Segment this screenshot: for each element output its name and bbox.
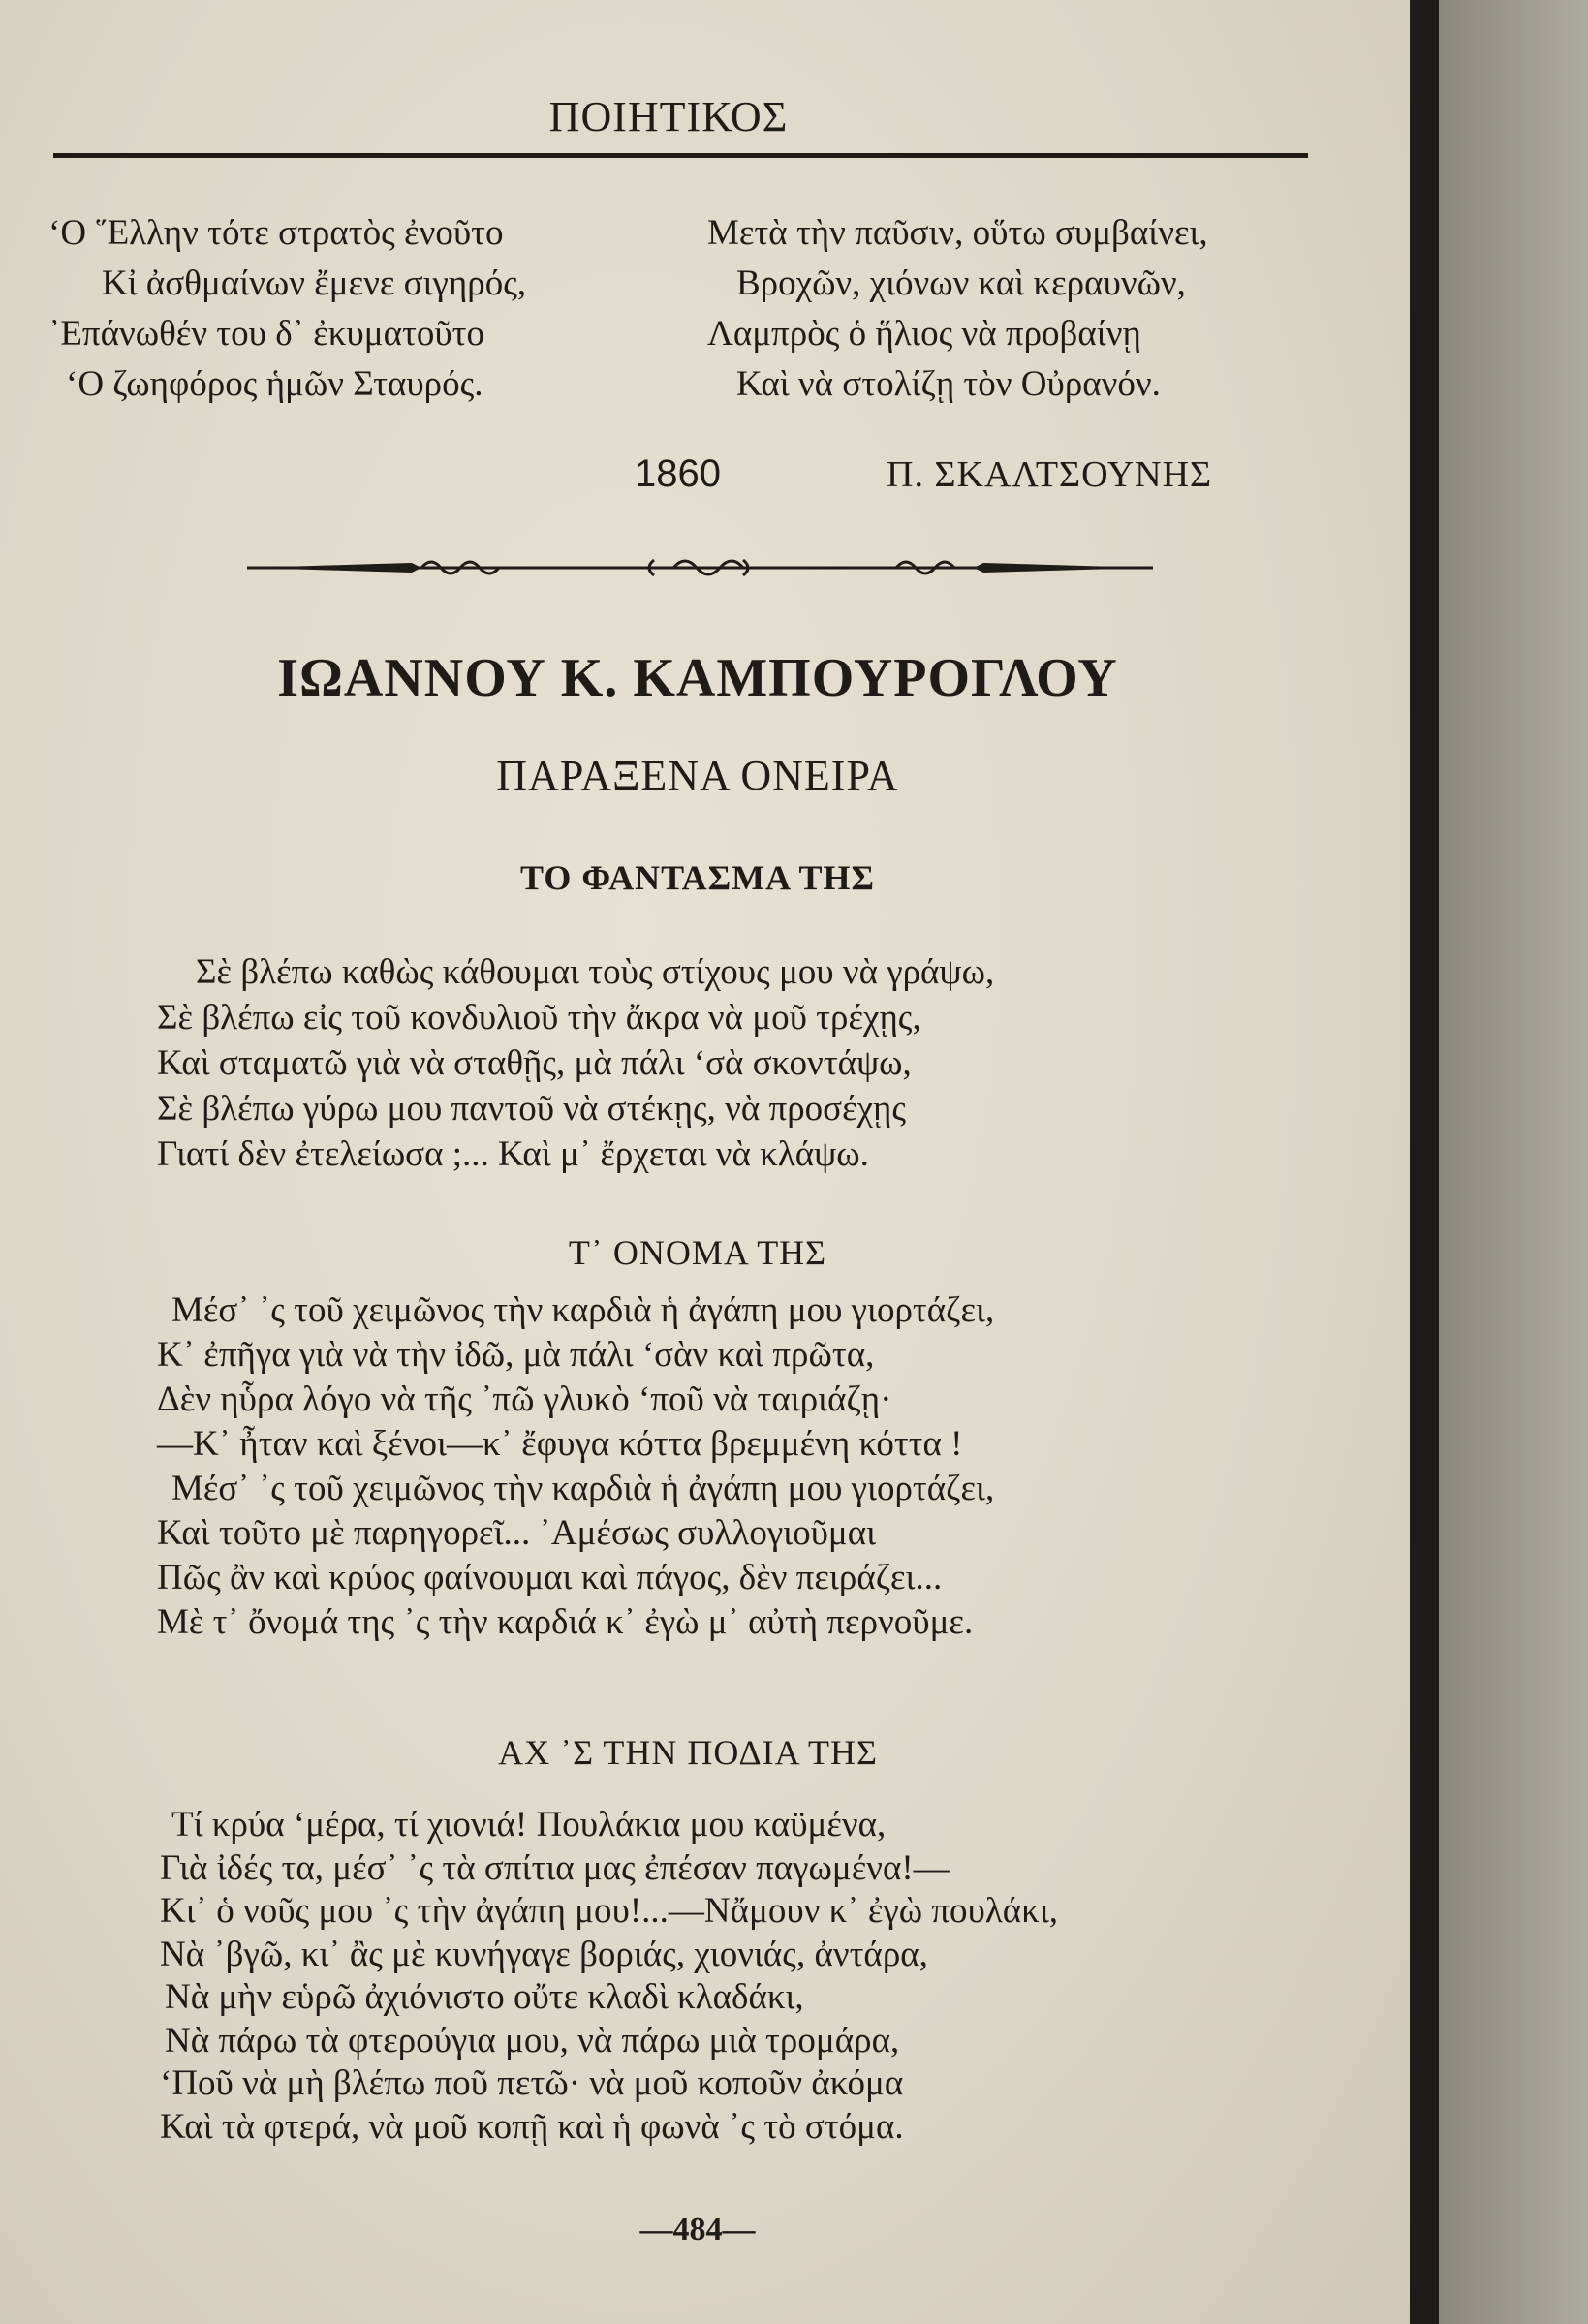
section-verses <box>157 949 994 1177</box>
verse-line: Γιατί δὲν ἐτελείωσα ;... Καὶ μ᾿ ἔρχεται νὰ κλάψω. <box>157 1134 869 1174</box>
facing-page-edge <box>1439 0 1588 2324</box>
verse-line: Σὲ βλέπω καθὼς κάθουμαι τοὺς στίχους μου νὰ γράψω, <box>196 952 995 992</box>
verse-line: Δὲν ηὗρα λόγο νὰ τῆς ᾿πῶ γλυκὸ ‘ποῦ νὰ ταιριάζῃ· <box>157 1379 892 1419</box>
section-verses <box>160 1804 1058 2149</box>
section-verses <box>157 1288 994 1645</box>
verse-line: Γιὰ ἰδές τα, μέσ᾿ ᾿ς τὰ σπίτια μας ἐπέσαν παγωμένα!— <box>160 1847 950 1888</box>
section-title: ΤΟ ΦΑΝΤΑΣΜΑ ΤΗΣ <box>519 858 876 897</box>
verse-line: ‘Ποῦ νὰ μὴ βλέπω ποῦ πετῶ· νὰ μοῦ κοποῦν ἀκόμα <box>160 2063 904 2103</box>
verse-line: Σὲ βλέπω γύρω μου παντοῦ νὰ στέκῃς, νὰ προσέχῃς <box>157 1089 907 1129</box>
decorative-divider <box>247 550 1153 585</box>
verse-line: Τί κρύα ‘μέρα, τί χιονιά! Πουλάκια μου καϋμένα, <box>171 1805 887 1844</box>
first-poem-left-column <box>48 208 591 410</box>
verse-line: Σὲ βλέπω εἰς τοῦ κονδυλιοῦ τὴν ἄκρα νὰ μοῦ τρέχῃς, <box>157 998 921 1038</box>
verse-line: Μέσ᾿ ᾿ς τοῦ χειμῶνος τὴν καρδιὰ ἡ ἀγάπη μου γιορτάζει, <box>171 1290 995 1330</box>
verse-line: ᾿Επάνωθέν του δ᾿ ἐκυματοῦτο <box>48 314 485 354</box>
verse-line: —Κ᾿ ἦταν καὶ ξένοι—κ᾿ ἔφυγα κόττα βρεμμένη κόττα ! <box>157 1424 963 1464</box>
verse-line: Κι᾿ ὁ νοῦς μου ᾿ς τὴν ἀγάπη μου!...—Νἄμουν κ᾿ ἐγὼ πουλάκι, <box>160 1891 1059 1931</box>
verse-line: ‘Ο ῞Ελλην τότε στρατὸς ἐνοῦτο <box>48 213 504 253</box>
verse-line: Καὶ σταματῶ γιὰ νὰ σταθῇς, μὰ πάλι ‘σὰ σκοντάψω, <box>157 1043 912 1083</box>
verse-line: Μέσ᾿ ᾿ς τοῦ χειμῶνος τὴν καρδιὰ ἡ ἀγάπη μου γιορτάζει, <box>171 1469 995 1508</box>
verse-line: Νὰ πάρω τὰ φτερούγια μου, νὰ πάρω μιὰ τρομάρα, <box>165 2020 900 2061</box>
section-title: ΑΧ ᾿Σ ΤΗΝ ΠΟΔΙΑ ΤΗΣ <box>498 1733 878 1772</box>
verse-line: Λαμπρὸς ὁ ἥλιος νὰ προβαίνῃ <box>707 314 1141 354</box>
poem-signature: Π. ΣΚΑΛΤΣΟΥΝΗΣ <box>887 454 1213 495</box>
header-rule <box>53 153 1308 158</box>
verse-line: ‘Ο ζωηφόρος ἡμῶν Σταυρός. <box>66 364 483 404</box>
first-poem-right-column <box>678 208 1260 410</box>
book-spine <box>1410 0 1439 2324</box>
verse-line: Κἰ ἀσθμαίνων ἔμενε σιγηρός, <box>102 263 527 303</box>
verse-line: Μετὰ τὴν παῦσιν, οὕτω συμβαίνει, <box>707 213 1208 253</box>
page-number: —484— <box>639 2212 756 2247</box>
verse-line: Νὰ μὴν εὑρῶ ἀχιόνιστο οὔτε κλαδὶ κλαδάκι, <box>165 1977 804 2017</box>
verse-line: Καὶ νὰ στολίζῃ τὸν Οὐρανόν. <box>736 364 1161 404</box>
author-name: ΙΩΑΝΝΟΥ Κ. ΚΑΜΠΟΥΡΟΓΛΟΥ <box>277 648 1118 708</box>
verse-line: Βροχῶν, χιόνων καὶ κεραυνῶν, <box>736 263 1186 303</box>
section-title: Τ᾿ ΟΝΟΜΑ ΤΗΣ <box>568 1233 827 1272</box>
verse-line: Πῶς ἂν καὶ κρύος φαίνουμαι καὶ πάγος, δὲν πειράζει... <box>157 1558 943 1597</box>
work-title: ΠΑΡΑΞΕΝΑ ΟΝΕΙΡΑ <box>496 752 899 799</box>
poem-year: 1860 <box>635 452 721 495</box>
verse-line: Καὶ τὰ φτερά, νὰ μοῦ κοπῇ καὶ ἡ φωνὰ ᾿ς τὸ στόμα. <box>160 2106 904 2147</box>
verse-line: Κ᾿ ἐπῆγα γιὰ νὰ τὴν ἰδῶ, μὰ πάλι ‘σὰν καὶ πρῶτα, <box>157 1335 875 1375</box>
verse-line: Μὲ τ᾿ ὄνομά της ᾿ς τὴν καρδιά κ᾿ ἐγὼ μ᾿ αὐτὴ περνοῦμε. <box>157 1602 974 1642</box>
verse-line: Νὰ ᾿βγῶ, κι᾿ ἂς μὲ κυνήγαγε βοριάς, χιονιάς, ἀντάρα, <box>160 1934 928 1974</box>
running-header: ΠΟΙΗΤΙΚΟΣ <box>548 93 789 140</box>
verse-line: Καὶ τοῦτο μὲ παρηγορεῖ... ᾿Αμέσως συλλογιοῦμαι <box>157 1513 877 1553</box>
